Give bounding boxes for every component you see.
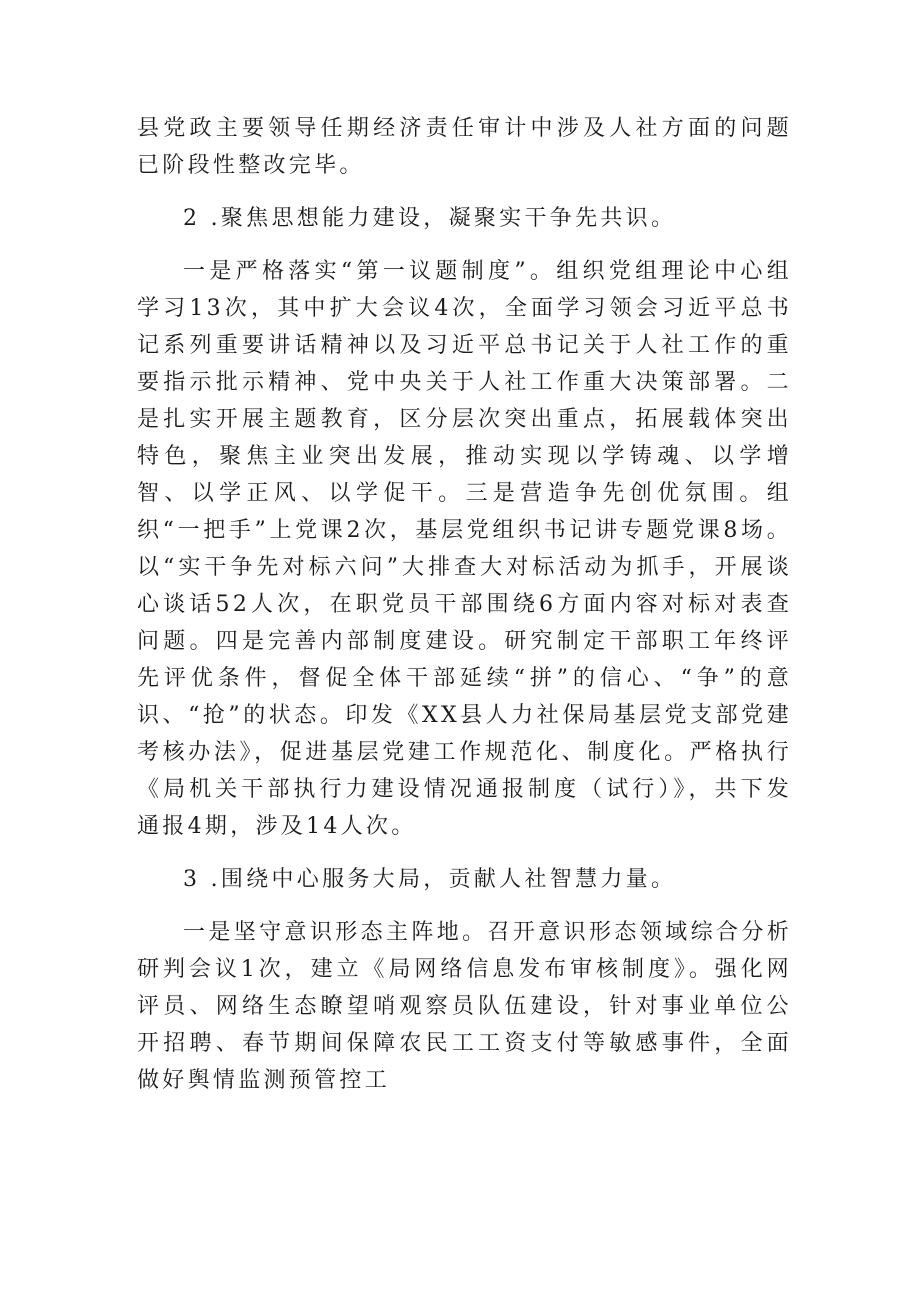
- paragraph-continuation: 县党政主要领导任期经济责任审计中涉及人社方面的问题已阶段性整改完毕。: [137, 116, 792, 178]
- paragraph-ideological-building: 一是严格落实“第一议题制度”。组织党组理论中心组学习13次，其中扩大会议4次，全面学习领会习近平总书记系列重要讲话精神以及习近平总书记关于人社工作的重要指示批示精神、党中央关于人社工作重大决策部署。二是扎实开展主题教育，区分层次突出重点，拓展载体突出特色，聚焦主业突出发展，推动实现以学铸魂、以学增智、以学正风、以学促干。三是营造争先创优氛围。组织“一把手”上党课2次，基层党组织书记讲专题党课8场。以“实干争先对标六问”大排查大对标活动为抓手，开展谈心谈话52人次，在职党员干部围绕6方面内容对标对表查问题。四是完善内部制度建设。研究制定干部职工年终评先评优条件，督促全体干部延续“拼”的信心、“争”的意识、“抢”的状态。印发《XX县人力社保局基层党支部党建考核办法》，促进基层党建工作规范化、制度化。严格执行《局机关干部执行力建设情况通报制度（试行）》，共下发通报4期，涉及14人次。: [137, 259, 792, 839]
- section-heading-3: 3 .围绕中心服务大局，贡献人社智慧力量。: [183, 867, 677, 892]
- section-heading-2: 2 .聚焦思想能力建设，凝聚实干争先共识。: [183, 206, 677, 231]
- paragraph-ideology-frontline: 一是坚守意识形态主阵地。召开意识形态领域综合分析研判会议1次，建立《局网络信息发布审核制度》。强化网评员、网络生态瞭望哨观察员队伍建设，针对事业单位公开招聘、春节期间保障农民工工资支付等敏感事件，全面做好舆情监测预管控工: [137, 920, 792, 1093]
- document-body: [137, 110, 792, 1115]
